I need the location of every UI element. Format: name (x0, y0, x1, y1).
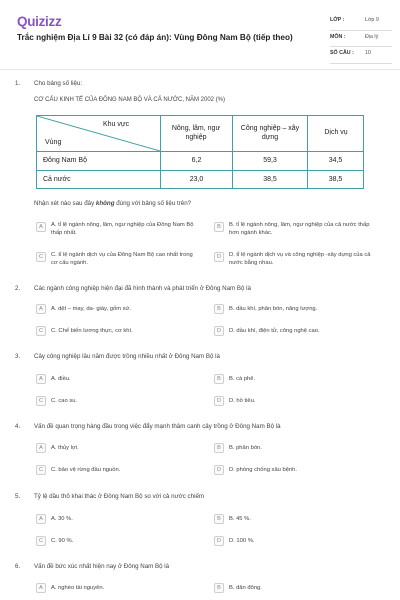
option-d-text[interactable]: D. phòng chống sâu bệnh. (229, 467, 298, 473)
meta-row-class (330, 14, 392, 31)
option-a-checkbox[interactable]: A (36, 443, 46, 453)
meta-value-class: Lớp 9 (365, 17, 379, 23)
table-cell: 59,3 (263, 157, 277, 164)
option-c-checkbox[interactable]: C (36, 396, 46, 406)
option-a-text[interactable]: A. điều. (51, 376, 71, 382)
question-2-number: 2. (15, 285, 21, 292)
question-4-number: 4. (15, 423, 21, 430)
question-1-number: 1. (15, 80, 21, 87)
meta-panel (330, 14, 392, 64)
option-d-checkbox[interactable]: D (214, 536, 224, 546)
table-cell: 6,2 (191, 157, 202, 164)
option-d-checkbox[interactable]: D (214, 326, 224, 336)
option-d-checkbox[interactable]: D (214, 252, 224, 262)
question-1-stem-emphasis: không (95, 200, 115, 207)
option-b-checkbox[interactable]: B (214, 514, 224, 524)
option-c-checkbox[interactable]: C (36, 536, 46, 546)
option-b-checkbox[interactable]: B (214, 583, 224, 593)
quizizz-logo[interactable]: Quizizz (17, 14, 62, 29)
option-b-text[interactable]: B. 45 %. (229, 516, 251, 522)
option-d-text[interactable]: D. 100 %. (229, 538, 255, 544)
question-1-stem-post: đúng với bảng số liệu trên? (114, 200, 192, 207)
question-5-number: 5. (15, 493, 21, 500)
table-corner-top: Khu vực (103, 121, 130, 128)
table-cell: 38,5 (328, 176, 343, 183)
option-b-text[interactable]: B. dân đông. (229, 585, 262, 591)
worksheet-header (0, 0, 400, 70)
meta-divider (330, 63, 392, 64)
question-1-prompt: Cho bảng số liệu: (34, 80, 83, 87)
option-c-checkbox[interactable]: C (36, 465, 46, 475)
option-b-text[interactable]: B. phân bón. (229, 445, 262, 451)
option-a-text[interactable]: A. 30 %. (51, 516, 73, 522)
option-a-checkbox[interactable]: A (36, 222, 46, 232)
option-a-text[interactable]: A. tỉ lệ ngành nông, lâm, ngư nghiệp của Đông Nam Bộ thấp nhất. (51, 222, 194, 237)
option-d-checkbox[interactable]: D (214, 465, 224, 475)
table-row-divider (37, 151, 363, 152)
option-d-checkbox[interactable]: D (214, 396, 224, 406)
table-cell: 23,0 (189, 176, 204, 183)
question-5-prompt: Tỷ lệ dầu thô khai thác ở Đông Nam Bộ so với cả nước chiếm (34, 493, 205, 500)
option-a-text[interactable]: A. thủy lợi. (51, 445, 79, 451)
option-b-text[interactable]: B. dầu khí, phân bón, năng lượng. (229, 306, 318, 312)
option-d-text[interactable]: D. dầu khí, điện tử, công nghệ cao. (229, 328, 320, 334)
option-c-checkbox[interactable]: C (36, 326, 46, 336)
option-c-text[interactable]: C. cao su. (51, 398, 78, 404)
table-caption: CƠ CẤU KINH TẾ CỦA ĐÔNG NAM BỘ VÀ CẢ NƯỚC, NĂM 2002 (%) (34, 97, 226, 103)
option-b-checkbox[interactable]: B (214, 374, 224, 384)
question-4-prompt: Vấn đề quan trọng hàng đầu trong việc đẩy mạnh thâm canh cây trồng ở Đông Nam Bộ là (34, 423, 281, 430)
question-6-number: 6. (15, 563, 21, 570)
option-c-text[interactable]: C. bảo vệ rừng đầu nguồn. (51, 467, 121, 473)
table-header-cell: Nông, lâm, ngư nghiệp (171, 125, 221, 141)
option-a-checkbox[interactable]: A (36, 583, 46, 593)
table-row-label: Đông Nam Bộ (43, 157, 87, 164)
option-d-text[interactable]: D. tỉ lệ ngành dịch vụ và công nghiệp -xây dựng của cả nước bằng nhau. (229, 252, 371, 267)
option-a-checkbox[interactable]: A (36, 514, 46, 524)
meta-value-subject: Địa lý (365, 33, 379, 40)
question-3-prompt: Cây công nghiệp lâu năm được trồng nhiều nhất ở Đông Nam Bộ là (34, 353, 220, 360)
option-b-checkbox[interactable]: B (214, 304, 224, 314)
option-a-checkbox[interactable]: A (36, 374, 46, 384)
option-a-text[interactable]: A. dệt – may, da- giày, gốm sứ. (51, 306, 132, 312)
question-1-stem-pre: Nhận xét nào sau đây (34, 200, 96, 207)
table-header-cell: Công nghiệp – xây dựng (240, 125, 300, 141)
option-b-checkbox[interactable]: B (214, 443, 224, 453)
meta-key-class: LỚP : (330, 17, 345, 23)
option-d-text[interactable]: D. hồ tiêu. (229, 398, 256, 404)
table-corner-bottom: Vùng (45, 139, 62, 146)
meta-key-subject: MÔN : (330, 33, 346, 40)
table-header-cell: Dịch vụ (324, 129, 348, 136)
meta-row-count (330, 47, 392, 64)
option-c-text[interactable]: C. tỉ lệ ngành dịch vụ của Đông Nam Bộ cao nhất trong cơ cấu ngành. (51, 252, 193, 267)
option-c-text[interactable]: C. Chế biến lương thực, cơ khí. (51, 328, 133, 334)
option-a-checkbox[interactable]: A (36, 304, 46, 314)
option-b-checkbox[interactable]: B (214, 222, 224, 232)
question-3-number: 3. (15, 353, 21, 360)
meta-key-count: SỐ CÂU : (330, 50, 354, 56)
option-a-text[interactable]: A. nghèo tài nguyên. (51, 585, 105, 591)
question-2-prompt: Các ngành công nghiệp hiện đại đã hình thành và phát triển ở Đông Nam Bộ là (34, 285, 251, 292)
option-b-text[interactable]: B. cà phê. (229, 376, 256, 382)
meta-row-subject (330, 31, 392, 48)
table-cell: 38,5 (263, 176, 277, 183)
table-row-label: Cả nước (43, 176, 71, 183)
table-cell: 34,5 (328, 157, 343, 164)
data-table (36, 115, 364, 189)
option-c-text[interactable]: C. 90 %. (51, 538, 74, 544)
option-b-text[interactable]: B. tỉ lệ ngành nông, lâm, ngư nghiệp của cả nước thấp hơn ngành khác. (229, 222, 370, 237)
meta-value-count: 10 (365, 50, 371, 56)
question-6-prompt: Vấn đề bức xúc nhất hiện nay ở Đông Nam Bộ là (34, 563, 170, 570)
table-row-divider (37, 170, 363, 171)
page-title: Trắc nghiệm Địa Lí 9 Bài 32 (có đáp án): Vùng Đông Nam Bộ (tiếp theo) (17, 33, 293, 42)
question-1-stem (34, 200, 191, 207)
option-c-checkbox[interactable]: C (36, 252, 46, 262)
